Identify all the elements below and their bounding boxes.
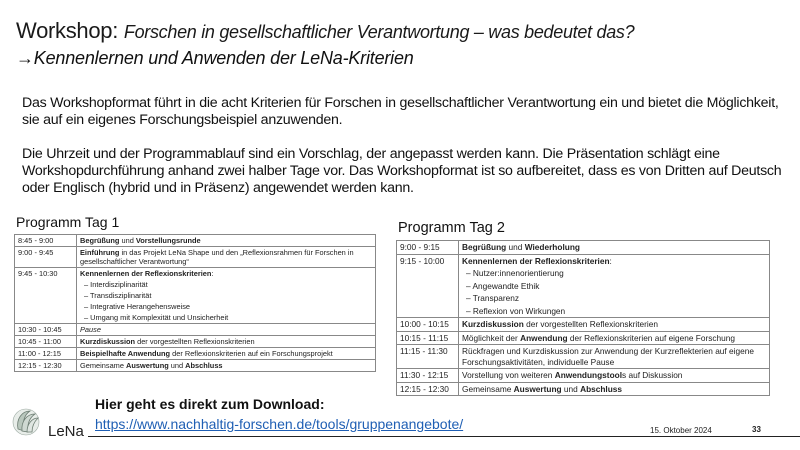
cell-text: Begrüßung xyxy=(80,236,120,245)
activity-cell xyxy=(77,348,376,360)
cell-text: Einführung xyxy=(80,248,120,257)
cell-text: Beispielhafte Anwendung xyxy=(80,349,171,358)
cell-text: Vorstellung von weiteren xyxy=(462,370,555,380)
cell-text: Auswertung xyxy=(513,383,562,394)
table-row xyxy=(15,360,376,372)
activity-cell xyxy=(459,241,770,255)
time-cell: 11:00 - 12:15 xyxy=(15,348,77,360)
time-cell: 11:15 - 11:30 xyxy=(397,345,459,369)
criteria-item: – Interdisziplinarität xyxy=(80,280,372,289)
table-row xyxy=(15,235,376,247)
criteria-item: – Angewandte Ethik xyxy=(462,281,766,292)
day2-title: Programm Tag 2 xyxy=(398,220,505,236)
page-number: 33 xyxy=(752,425,761,434)
cell-text: Kennenlernen der Reflexionskriterien xyxy=(80,269,212,278)
criteria-item: – Nutzer:innenorientierung xyxy=(462,268,766,279)
cell-text: Abschluss xyxy=(580,383,623,394)
cell-text: Wiederholung xyxy=(524,242,580,252)
day1-table xyxy=(14,234,376,372)
lena-logo-icon xyxy=(10,405,42,437)
activity-cell xyxy=(77,247,376,268)
download-link[interactable]: https://www.nachhaltig-forschen.de/tools/gruppenangebote/ xyxy=(95,416,464,432)
day1-title: Programm Tag 1 xyxy=(16,214,120,230)
cell-text: und xyxy=(168,361,186,370)
activity-cell xyxy=(459,254,770,318)
time-cell: 8:45 - 9:00 xyxy=(15,235,77,247)
activity-cell xyxy=(77,360,376,372)
download-heading: Hier geht es direkt zum Download: xyxy=(95,396,325,412)
table-row xyxy=(397,369,770,383)
time-cell: 10:15 - 11:15 xyxy=(397,331,459,345)
cell-text: in das Projekt LeNa Shape und den „Reflexionsrahmen für Forschen in gesellschaftlicher Verantwortung“ xyxy=(80,248,354,266)
paragraph-2: Die Uhrzeit und der Programmablauf sind ein Vorschlag, der angepasst werden kann. Die Präsentation schlägt eine Workshopdurchführung anhand zwei halber Tage vor. Das Workshopformat ist so aufbereitet, dass es von Dritten auf Deutsch oder Englisch (hybrid und in Präsenz) angewendet werden kann. xyxy=(22,146,782,196)
cell-text: : xyxy=(211,269,214,278)
footer-date: 15. Oktober 2024 xyxy=(650,426,712,435)
time-cell: 12:15 - 12:30 xyxy=(15,360,77,372)
time-cell: 9:45 - 10:30 xyxy=(15,268,77,324)
table-row xyxy=(15,336,376,348)
cell-text: Abschluss xyxy=(185,361,223,370)
day2-table xyxy=(396,240,770,396)
activity-cell xyxy=(77,235,376,247)
slide-title xyxy=(16,18,634,45)
table-row xyxy=(397,254,770,318)
activity-cell xyxy=(77,324,376,336)
activity-cell xyxy=(459,318,770,332)
time-cell: 10:45 - 11:00 xyxy=(15,336,77,348)
cell-text: Begrüßung xyxy=(462,242,507,252)
cell-text: Rückfragen und Kurzdiskussion zur Anwendung der Kurzreflekterien auf eigene Forschungsaktivitäten, individuelle Pause xyxy=(462,346,754,367)
cell-text: und xyxy=(561,383,581,394)
table-row xyxy=(397,241,770,255)
cell-text: Kurzdiskussion xyxy=(462,319,524,329)
criteria-item: – Transdisziplinarität xyxy=(80,291,372,300)
time-cell: 10:30 - 10:45 xyxy=(15,324,77,336)
criteria-item: – Integrative Herangehensweise xyxy=(80,302,372,311)
activity-cell xyxy=(459,345,770,369)
activity-cell xyxy=(77,336,376,348)
cell-text: der vorgestellten Reflexionskriterien xyxy=(523,319,658,329)
cell-text: Auswertung xyxy=(126,361,169,370)
cell-text: Gemeinsame xyxy=(462,383,514,394)
cell-text: Pause xyxy=(80,325,101,334)
cell-text: und xyxy=(506,242,525,252)
logo-text: LeNa xyxy=(48,423,84,440)
slide-subtitle: →Kennenlernen und Anwenden der LeNa-Kriterien xyxy=(16,48,414,68)
criteria-item: – Reflexion von Wirkungen xyxy=(462,306,766,317)
cell-text: Kennenlernen der Reflexionskriterien xyxy=(462,255,610,266)
title-main: Workshop: xyxy=(16,18,124,43)
criteria-item: – Transparenz xyxy=(462,293,766,304)
table-row xyxy=(397,318,770,332)
footer-divider xyxy=(88,436,800,437)
cell-text: der Reflexionskriterien auf eigene Forschung xyxy=(567,332,735,343)
criteria-item: – Umgang mit Komplexität und Unsicherheit xyxy=(80,313,372,322)
time-cell: 11:30 - 12:15 xyxy=(397,369,459,383)
activity-cell xyxy=(459,369,770,383)
time-cell: 12:15 - 12:30 xyxy=(397,382,459,396)
table-row xyxy=(15,324,376,336)
activity-cell xyxy=(77,268,376,324)
time-cell: 9:00 - 9:45 xyxy=(15,247,77,268)
time-cell: 9:00 - 9:15 xyxy=(397,241,459,255)
cell-text: Möglichkeit der xyxy=(462,332,521,343)
cell-text: : xyxy=(609,255,612,266)
cell-text: Gemeinsame xyxy=(80,361,127,370)
title-italic: Forschen in gesellschaftlicher Verantwortung – was bedeutet das? xyxy=(123,22,635,42)
activity-cell xyxy=(459,382,770,396)
table-row xyxy=(15,268,376,324)
table-row xyxy=(397,382,770,396)
body-text xyxy=(22,95,792,214)
time-cell: 10:00 - 10:15 xyxy=(397,318,459,332)
table-row xyxy=(15,348,376,360)
table-row xyxy=(15,247,376,268)
cell-text: Anwendungstool xyxy=(554,370,623,380)
cell-text: der vorgestellten Reflexionskriterien xyxy=(135,337,255,346)
paragraph-1: Das Workshopformat führt in die acht Kriterien für Forschen in gesellschaftlicher Verantwortung ein und bietet die Möglichkeit, sie auf ein eigenes Forschungsbeispiel anzuwenden. xyxy=(22,95,779,128)
cell-text: Kurzdiskussion xyxy=(80,337,136,346)
time-cell: 9:15 - 10:00 xyxy=(397,254,459,318)
cell-text: Anwendung xyxy=(520,332,568,343)
cell-text: und xyxy=(119,236,136,245)
cell-text: s auf Diskussion xyxy=(622,370,683,380)
cell-text: Vorstellungsrunde xyxy=(135,236,201,245)
activity-cell xyxy=(459,331,770,345)
table-row xyxy=(397,345,770,369)
table-row xyxy=(397,331,770,345)
cell-text: der Reflexionskriterien auf ein Forschungsprojekt xyxy=(170,349,333,358)
